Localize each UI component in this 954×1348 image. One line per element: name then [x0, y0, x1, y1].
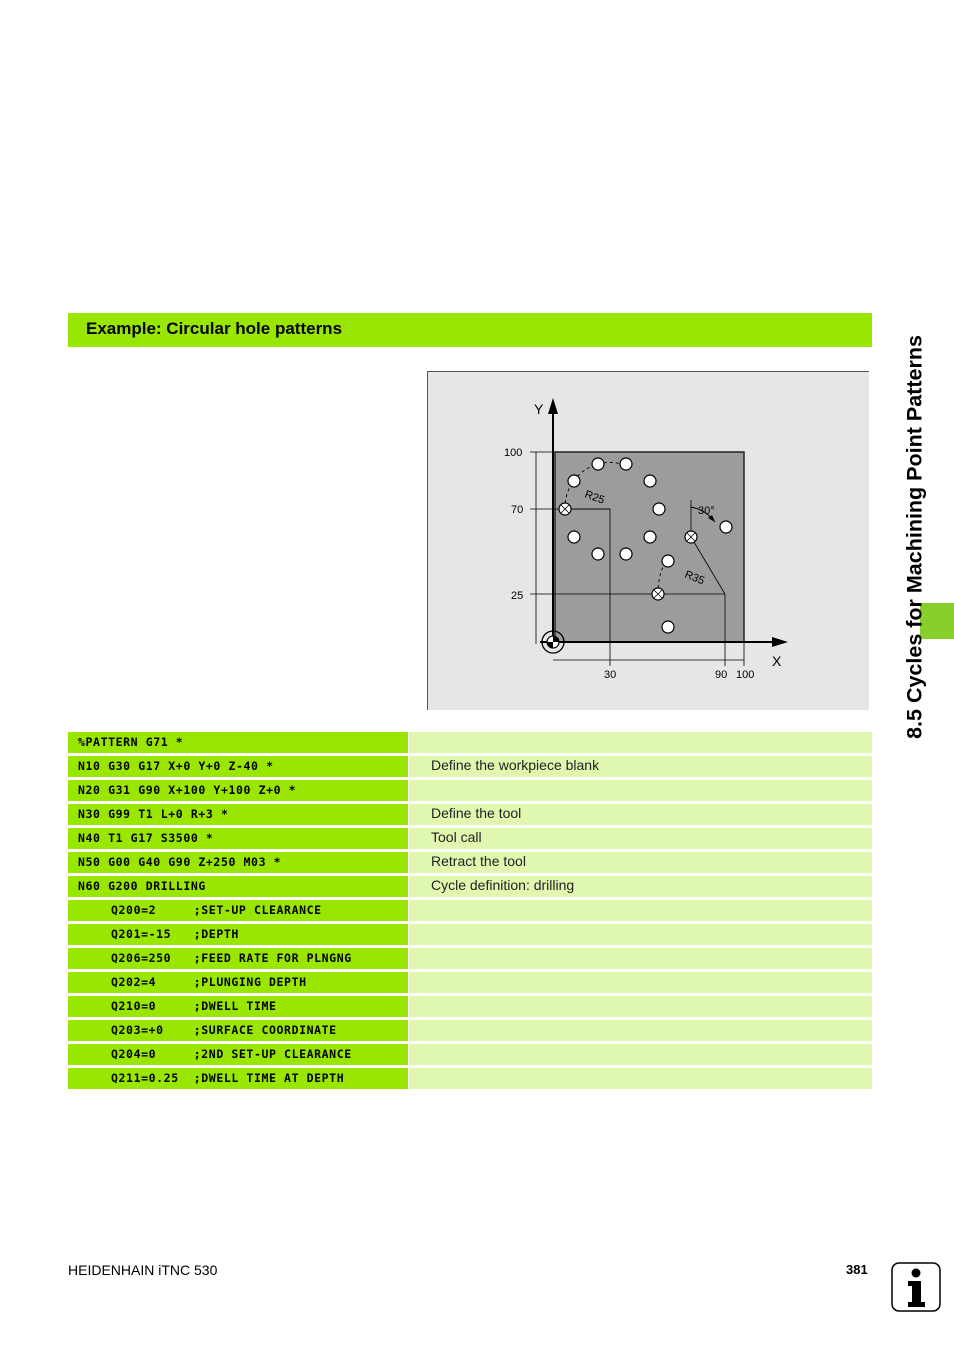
- program-code: Q210=0 ;DWELL TIME: [68, 996, 408, 1017]
- program-description: Define the tool: [409, 804, 872, 825]
- y-tick-70: 70: [511, 504, 524, 516]
- program-description: Cycle definition: drilling: [409, 876, 872, 897]
- program-code: N10 G30 G17 X+0 Y+0 Z-40 *: [68, 756, 408, 777]
- x-tick-100: 100: [736, 669, 755, 681]
- x-axis-label: X: [772, 653, 782, 669]
- program-row: [68, 804, 872, 825]
- section-header: [68, 313, 872, 347]
- program-code: Q200=2 ;SET-UP CLEARANCE: [68, 900, 408, 921]
- program-description: Define the workpiece blank: [409, 756, 872, 777]
- program-code: Q203=+0 ;SURFACE COORDINATE: [68, 1020, 408, 1041]
- program-description: [409, 924, 872, 945]
- info-icon: [891, 1262, 941, 1312]
- program-code: N50 G00 G40 G90 Z+250 M03 *: [68, 852, 408, 873]
- x-tick-30: 30: [604, 669, 617, 681]
- program-row: [68, 948, 872, 969]
- r25-label: R25: [582, 488, 607, 507]
- program-code: Q202=4 ;PLUNGING DEPTH: [68, 972, 408, 993]
- program-code: Q201=-15 ;DEPTH: [68, 924, 408, 945]
- program-code: N40 T1 G17 S3500 *: [68, 828, 408, 849]
- program-description: [409, 1044, 872, 1065]
- y-tick-100: 100: [504, 447, 523, 459]
- hole-pattern-figure: [427, 371, 869, 710]
- program-code: N20 G31 G90 X+100 Y+100 Z+0 *: [68, 780, 408, 801]
- program-code: Q204=0 ;2ND SET-UP CLEARANCE: [68, 1044, 408, 1065]
- y-axis-arrow: [548, 398, 558, 414]
- footer-product: HEIDENHAIN iTNC 530: [68, 1262, 218, 1278]
- program-description: [409, 972, 872, 993]
- x-tick-90: 90: [715, 669, 728, 681]
- section-title: Example: Circular hole patterns: [86, 319, 343, 338]
- program-row: [68, 972, 872, 993]
- y-axis-label: Y: [534, 401, 544, 417]
- program-description: [409, 1020, 872, 1041]
- program-code: Q206=250 ;FEED RATE FOR PLNGNG: [68, 948, 408, 969]
- chapter-side-title-text: 8.5 Cycles for Machining Point Patterns: [902, 335, 927, 739]
- program-row: [68, 1068, 872, 1089]
- program-row: [68, 900, 872, 921]
- program-description: Retract the tool: [409, 852, 872, 873]
- program-code: N60 G200 DRILLING: [68, 876, 408, 897]
- angle-label: 30°: [698, 505, 715, 517]
- program-row: [68, 924, 872, 945]
- program-row: [68, 732, 872, 753]
- program-row: [68, 828, 872, 849]
- chapter-side-title: [895, 307, 935, 767]
- hole-pattern-drawing: [428, 372, 870, 711]
- program-code: Q211=0.25 ;DWELL TIME AT DEPTH: [68, 1068, 408, 1089]
- r35-label: R35: [682, 568, 707, 588]
- program-description: [409, 996, 872, 1017]
- y-tick-25: 25: [511, 590, 524, 602]
- origin-quadrant-b: [547, 642, 553, 648]
- page-number: 381: [846, 1262, 868, 1277]
- program-row: [68, 852, 872, 873]
- program-row: [68, 780, 872, 801]
- program-description: [409, 900, 872, 921]
- program-description: [409, 948, 872, 969]
- program-code: %PATTERN G71 *: [68, 732, 408, 753]
- program-row: [68, 876, 872, 897]
- program-description: [409, 732, 872, 753]
- program-row: [68, 756, 872, 777]
- program-description: [409, 1068, 872, 1089]
- program-code: N30 G99 T1 L+0 R+3 *: [68, 804, 408, 825]
- program-row: [68, 1020, 872, 1041]
- x-axis-arrow: [772, 637, 788, 647]
- program-row: [68, 1044, 872, 1065]
- program-row: [68, 996, 872, 1017]
- program-description: Tool call: [409, 828, 872, 849]
- program-description: [409, 780, 872, 801]
